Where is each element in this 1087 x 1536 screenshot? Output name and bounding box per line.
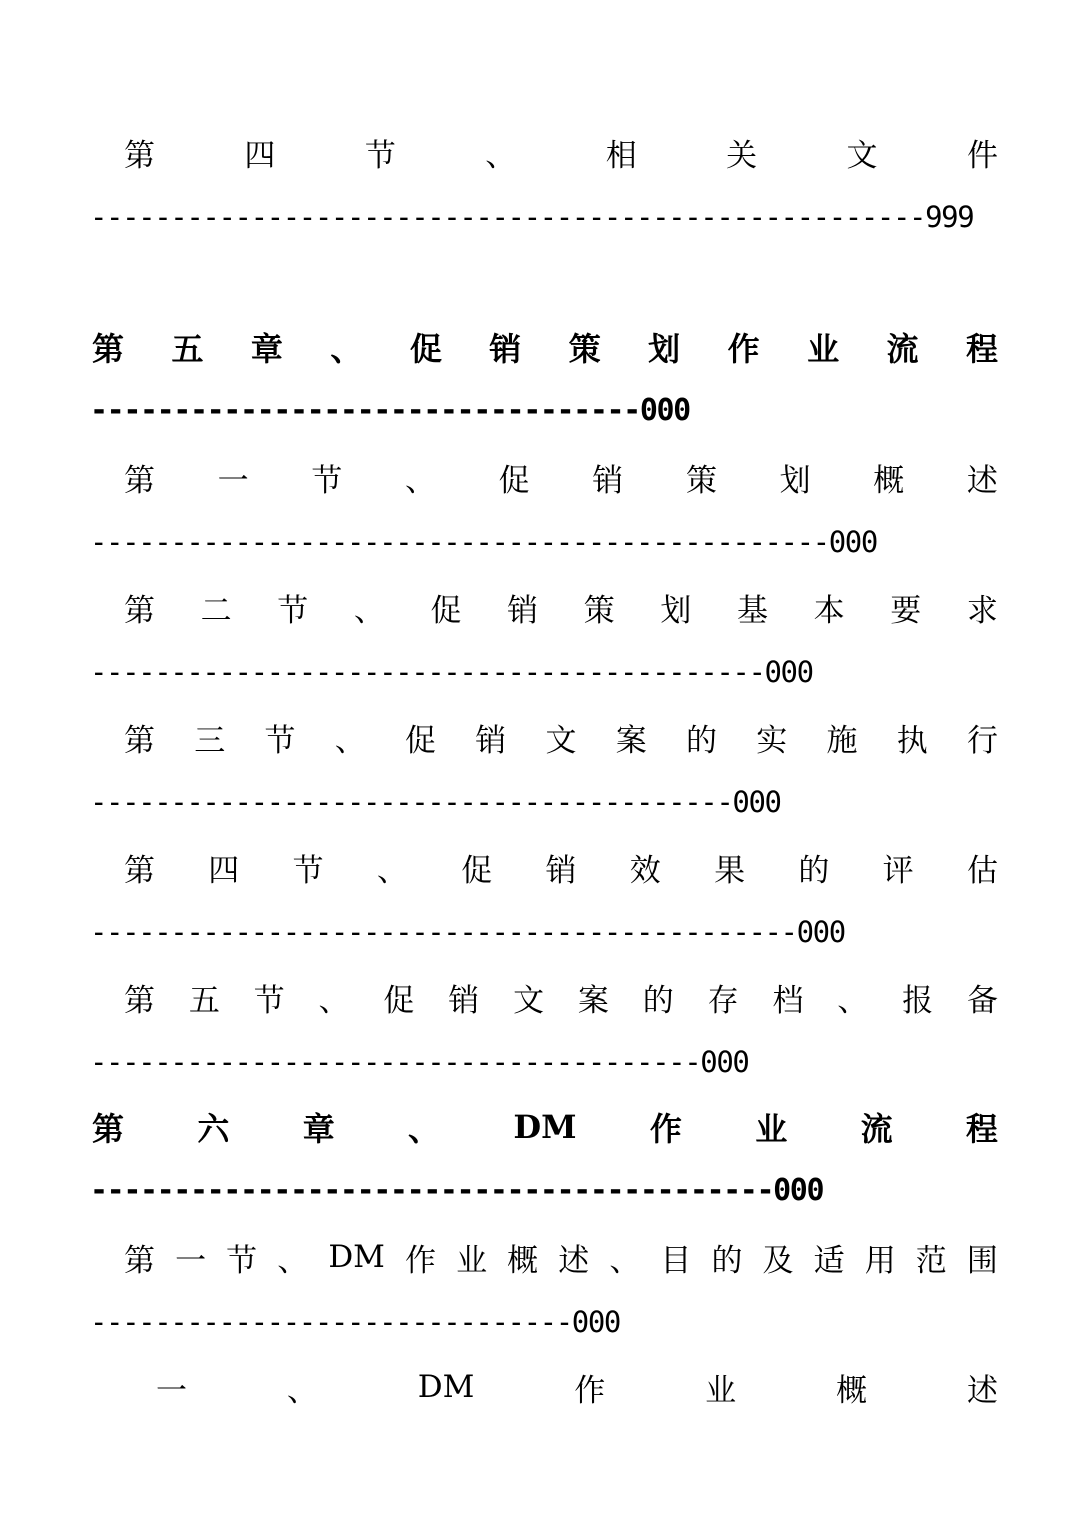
toc-char: 业 — [705, 1372, 737, 1409]
toc-char: 作 — [727, 330, 760, 368]
toc-char: 案 — [615, 722, 647, 759]
page-number: 000 — [773, 1173, 824, 1208]
toc-leader — [90, 1042, 748, 1082]
toc-char: 一 — [217, 462, 249, 499]
toc-char: 、 — [376, 852, 408, 889]
toc-char: 五 — [171, 330, 204, 368]
toc-char: 、 — [330, 330, 363, 368]
toc-char: 销 — [448, 982, 480, 1019]
toc-char: 促 — [498, 462, 530, 499]
toc-char: 促 — [405, 722, 436, 759]
toc-char: 概 — [873, 462, 905, 499]
toc-char: 第 — [92, 1110, 125, 1148]
toc-char: 策 — [568, 330, 601, 368]
toc-section-dm-overview — [124, 1233, 998, 1281]
leader-dashes: ---------------------------------------------------- — [90, 200, 926, 234]
toc-char: 述 — [966, 1372, 998, 1409]
toc-char: 、 — [408, 1110, 441, 1148]
toc-leader — [90, 912, 845, 952]
toc-char: 业 — [807, 330, 840, 368]
toc-section-evaluation — [124, 843, 998, 891]
toc-char: 章 — [250, 330, 283, 368]
leader-dashes: -------------------------------------- — [90, 1045, 701, 1079]
toc-char: 的 — [642, 982, 674, 1019]
toc-char: 案 — [577, 982, 609, 1019]
toc-char: 的 — [686, 722, 717, 759]
toc-char: 促 — [383, 982, 415, 1019]
toc-char: 文 — [545, 722, 577, 759]
toc-char: 概 — [836, 1372, 868, 1409]
toc-char: 关 — [726, 137, 758, 174]
toc-leader — [90, 197, 973, 237]
toc-leader — [90, 1171, 823, 1211]
toc-char: 促 — [430, 592, 462, 629]
toc-char: 章 — [302, 1110, 335, 1148]
toc-char: 一 — [156, 1372, 187, 1409]
leader-dashes: --------------------------------- — [90, 393, 640, 428]
toc-char: 第 — [124, 1242, 155, 1279]
toc-char: 划 — [660, 592, 692, 629]
leader-dashes: -------------------------------------------- — [90, 915, 797, 949]
page-number: 999 — [925, 200, 974, 234]
toc-char: 件 — [966, 137, 998, 174]
toc-section-archiving — [124, 973, 998, 1021]
toc-char: 程 — [965, 330, 998, 368]
toc-char: 销 — [545, 852, 577, 889]
toc-section-overview — [124, 453, 998, 501]
toc-char: 销 — [507, 592, 539, 629]
toc-char: 、 — [286, 1372, 318, 1409]
toc-char: 第 — [124, 852, 155, 889]
page-number: 000 — [764, 655, 813, 689]
leader-dashes: ----------------------------------------- — [90, 1173, 774, 1208]
page-number: 000 — [796, 915, 845, 949]
toc-char: DM — [328, 1239, 385, 1275]
toc-leader — [90, 522, 877, 562]
toc-char: 本 — [813, 592, 845, 629]
toc-leader — [90, 652, 813, 692]
toc-leader — [90, 782, 781, 822]
toc-section-basic-requirements — [124, 583, 998, 631]
leader-dashes: ------------------------------ — [90, 1305, 572, 1339]
toc-char: 节 — [264, 722, 296, 759]
toc-char: 范 — [915, 1242, 947, 1279]
toc-char: 作 — [574, 1372, 606, 1409]
toc-subsection-dm-overview — [156, 1363, 998, 1411]
toc-char: 用 — [864, 1242, 896, 1279]
toc-char: 果 — [714, 852, 746, 889]
leader-dashes: ---------------------------------------- — [90, 785, 733, 819]
toc-char: 存 — [707, 982, 739, 1019]
toc-section-related-files — [124, 128, 998, 176]
toc-char: 、 — [353, 592, 385, 629]
page-number: 000 — [732, 785, 781, 819]
toc-char: 四 — [244, 137, 276, 174]
toc-char: 概 — [507, 1242, 539, 1279]
toc-char: 销 — [489, 330, 522, 368]
toc-char: 促 — [461, 852, 493, 889]
toc-char: DM — [513, 1108, 577, 1146]
toc-char: 流 — [886, 330, 919, 368]
toc-char: 程 — [965, 1110, 998, 1148]
toc-char: 的 — [798, 852, 830, 889]
leader-dashes: ------------------------------------------ — [90, 655, 765, 689]
toc-char: 第 — [124, 137, 155, 174]
toc-char: 施 — [826, 722, 858, 759]
toc-char: 适 — [813, 1242, 845, 1279]
toc-char: 节 — [292, 852, 324, 889]
toc-char: 、 — [837, 982, 869, 1019]
toc-char: 第 — [124, 462, 155, 499]
toc-char: 、 — [404, 462, 436, 499]
toc-char: 述 — [558, 1242, 590, 1279]
toc-char: 、 — [277, 1242, 309, 1279]
toc-char: 实 — [756, 722, 788, 759]
toc-char: 执 — [896, 722, 928, 759]
toc-char: 促 — [409, 330, 442, 368]
toc-char: 的 — [711, 1242, 743, 1279]
toc-char: 五 — [188, 982, 220, 1019]
toc-char: 、 — [334, 722, 366, 759]
toc-char: 第 — [124, 592, 155, 629]
toc-char: 行 — [967, 722, 998, 759]
toc-char: 第 — [124, 982, 155, 1019]
toc-char: 相 — [605, 137, 637, 174]
toc-char: 效 — [629, 852, 661, 889]
toc-char: 第 — [124, 722, 155, 759]
toc-chapter-dm-workflow — [92, 1103, 998, 1151]
toc-char: 策 — [685, 462, 717, 499]
leader-dashes: ---------------------------------------------- — [90, 525, 829, 559]
toc-char: 求 — [966, 592, 998, 629]
toc-char: 、 — [485, 137, 517, 174]
toc-char: 业 — [456, 1242, 488, 1279]
toc-char: 作 — [649, 1110, 682, 1148]
toc-char: 报 — [902, 982, 934, 1019]
toc-char: 目 — [660, 1242, 692, 1279]
toc-char: 三 — [194, 722, 226, 759]
toc-char: 述 — [966, 462, 998, 499]
toc-char: DM — [417, 1369, 475, 1405]
toc-char: 节 — [364, 137, 396, 174]
toc-char: 及 — [762, 1242, 794, 1279]
toc-leader — [90, 1302, 620, 1342]
toc-char: 备 — [966, 982, 998, 1019]
toc-char: 作 — [405, 1242, 436, 1279]
toc-char: 估 — [966, 852, 998, 889]
toc-char: 业 — [755, 1110, 788, 1148]
toc-char: 四 — [208, 852, 240, 889]
toc-char: 流 — [860, 1110, 893, 1148]
page-number: 000 — [828, 525, 877, 559]
toc-char: 销 — [592, 462, 624, 499]
toc-char: 划 — [648, 330, 681, 368]
toc-char: 要 — [890, 592, 922, 629]
toc-char: 策 — [583, 592, 615, 629]
toc-char: 第 — [92, 330, 125, 368]
page-number: 000 — [700, 1045, 749, 1079]
toc-char: 二 — [200, 592, 232, 629]
toc-leader — [90, 391, 690, 431]
toc-chapter-promotion-planning — [92, 323, 998, 371]
toc-char: 划 — [779, 462, 811, 499]
toc-char: 档 — [772, 982, 804, 1019]
toc-char: 销 — [475, 722, 507, 759]
toc-char: 节 — [253, 982, 285, 1019]
toc-char: 基 — [737, 592, 768, 629]
toc-char: 、 — [609, 1242, 641, 1279]
toc-char: 六 — [197, 1110, 230, 1148]
toc-char: 、 — [318, 982, 350, 1019]
toc-section-implementation — [124, 713, 998, 761]
toc-char: 节 — [311, 462, 343, 499]
toc-char: 文 — [846, 137, 878, 174]
toc-char: 文 — [513, 982, 545, 1019]
toc-char: 节 — [277, 592, 309, 629]
page-number: 000 — [571, 1305, 620, 1339]
toc-char: 评 — [882, 852, 914, 889]
toc-char: 围 — [966, 1242, 998, 1279]
toc-char: 节 — [226, 1242, 258, 1279]
page-number: 000 — [639, 393, 690, 428]
toc-char: 一 — [175, 1242, 207, 1279]
